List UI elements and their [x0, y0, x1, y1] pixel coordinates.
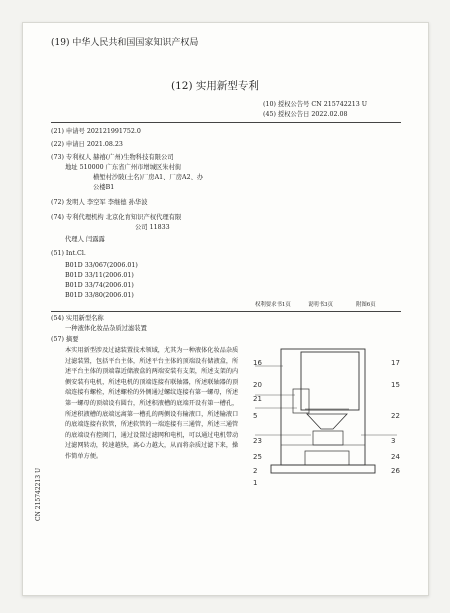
agent: 代理人 闫露露: [65, 236, 105, 243]
label-25: 25: [253, 453, 262, 461]
claims-pages: 权利要求书1页: [255, 302, 291, 308]
label-22: 22: [391, 412, 400, 420]
header-doc-type: (12) 实用新型专利: [171, 80, 259, 92]
base-platform: [271, 465, 375, 473]
label-24: 24: [391, 453, 400, 461]
ipc-code-1: B01D 33/067(2006.01): [65, 262, 138, 269]
liquid-tray: [305, 451, 349, 465]
inventors: (72) 发明人 李空军 李继德 孙华波: [51, 199, 148, 206]
biblio-rule: [51, 311, 401, 312]
header-authority: (19) 中华人民共和国国家知识产权局: [51, 38, 199, 48]
application-number: (21) 申请号 202121991752.0: [51, 128, 141, 135]
label-5: 5: [253, 412, 258, 420]
drawing-pages: 附图6页: [356, 302, 376, 308]
label-16: 16: [253, 359, 262, 367]
header-rule: [51, 122, 401, 123]
label-23: 23: [253, 437, 262, 445]
address-line-2: 横堑村沙陂(土名)厂房A1、厂房A2、办: [93, 174, 204, 181]
collection-box: [313, 431, 343, 445]
label-1: 1: [253, 479, 258, 487]
frame-outline: [281, 349, 365, 465]
label-3: 3: [391, 437, 396, 445]
filter-funnel: [307, 414, 347, 429]
patentee: (73) 专利权人 赫禧(广州)生物科技有限公司: [51, 154, 174, 161]
figure-drawing: [249, 333, 409, 501]
utility-model-name-label: (54) 实用新型名称: [51, 315, 104, 322]
pub-number: (10) 授权公告号 CN 215742213 U: [263, 101, 368, 108]
storage-tank: [301, 352, 359, 410]
pub-date: (45) 授权公告日 2022.02.08: [263, 111, 348, 118]
label-26: 26: [391, 467, 400, 475]
label-15: 15: [391, 381, 400, 389]
int-cl-label: (51) Int.Cl.: [51, 250, 86, 257]
patent-agency-cont: 公司 11833: [135, 224, 170, 231]
patent-document: [22, 22, 429, 596]
ipc-code-2: B01D 33/11(2006.01): [65, 272, 134, 279]
label-2: 2: [253, 467, 258, 475]
ipc-code-3: B01D 33/74(2006.01): [65, 282, 134, 289]
address-line-1: 地址 510000 广东省广州市增城区朱村街: [65, 164, 182, 171]
side-pub-number: CN 215742213 U: [35, 467, 42, 521]
ipc-code-4: B01D 33/80(2006.01): [65, 292, 134, 299]
utility-model-name: 一种液体化妆品杂质过滤装置: [65, 325, 147, 332]
filing-date: (22) 申请日 2021.08.23: [51, 141, 123, 148]
label-17: 17: [391, 359, 400, 367]
abstract-label: (57) 摘要: [51, 336, 79, 343]
abstract-text: 本实用新型涉及过滤装置技术领域，尤其为一种液体化妆品杂质过滤装置，包括平台主体，所述平台主体的顶端设有储液盒，所述平台主体的顶端靠近储液盒的两端安装有支架，所述支架的内侧安装有电机，所述电机的顶端连接有联轴器，所述联轴器的顶端连接有螺栓，所述螺栓的外侧通过螺纹连接有第一螺母，所述第一螺母的顶端设有圆台，所述积液槽的底端开设有第一槽孔，所述积液槽的底端远离第一槽孔的两侧设有输液口，所述输液口的底端连接有软管，所述软管的一端连接有三通管，所述三通管的底端设有控阀门，通过设置过滤网和电机，可以通过电机带动过滤网转动，转速越快，离心力越大，从而将杂质过滤下来，操作简单方便。: [65, 347, 239, 460]
address-line-3: 公楼B1: [93, 184, 115, 191]
label-20: 20: [253, 381, 262, 389]
description-pages: 说明书3页: [308, 302, 333, 308]
patent-agency: (74) 专利代理机构 北京化育知识产权代理有限: [51, 214, 182, 221]
label-21: 21: [253, 395, 262, 403]
